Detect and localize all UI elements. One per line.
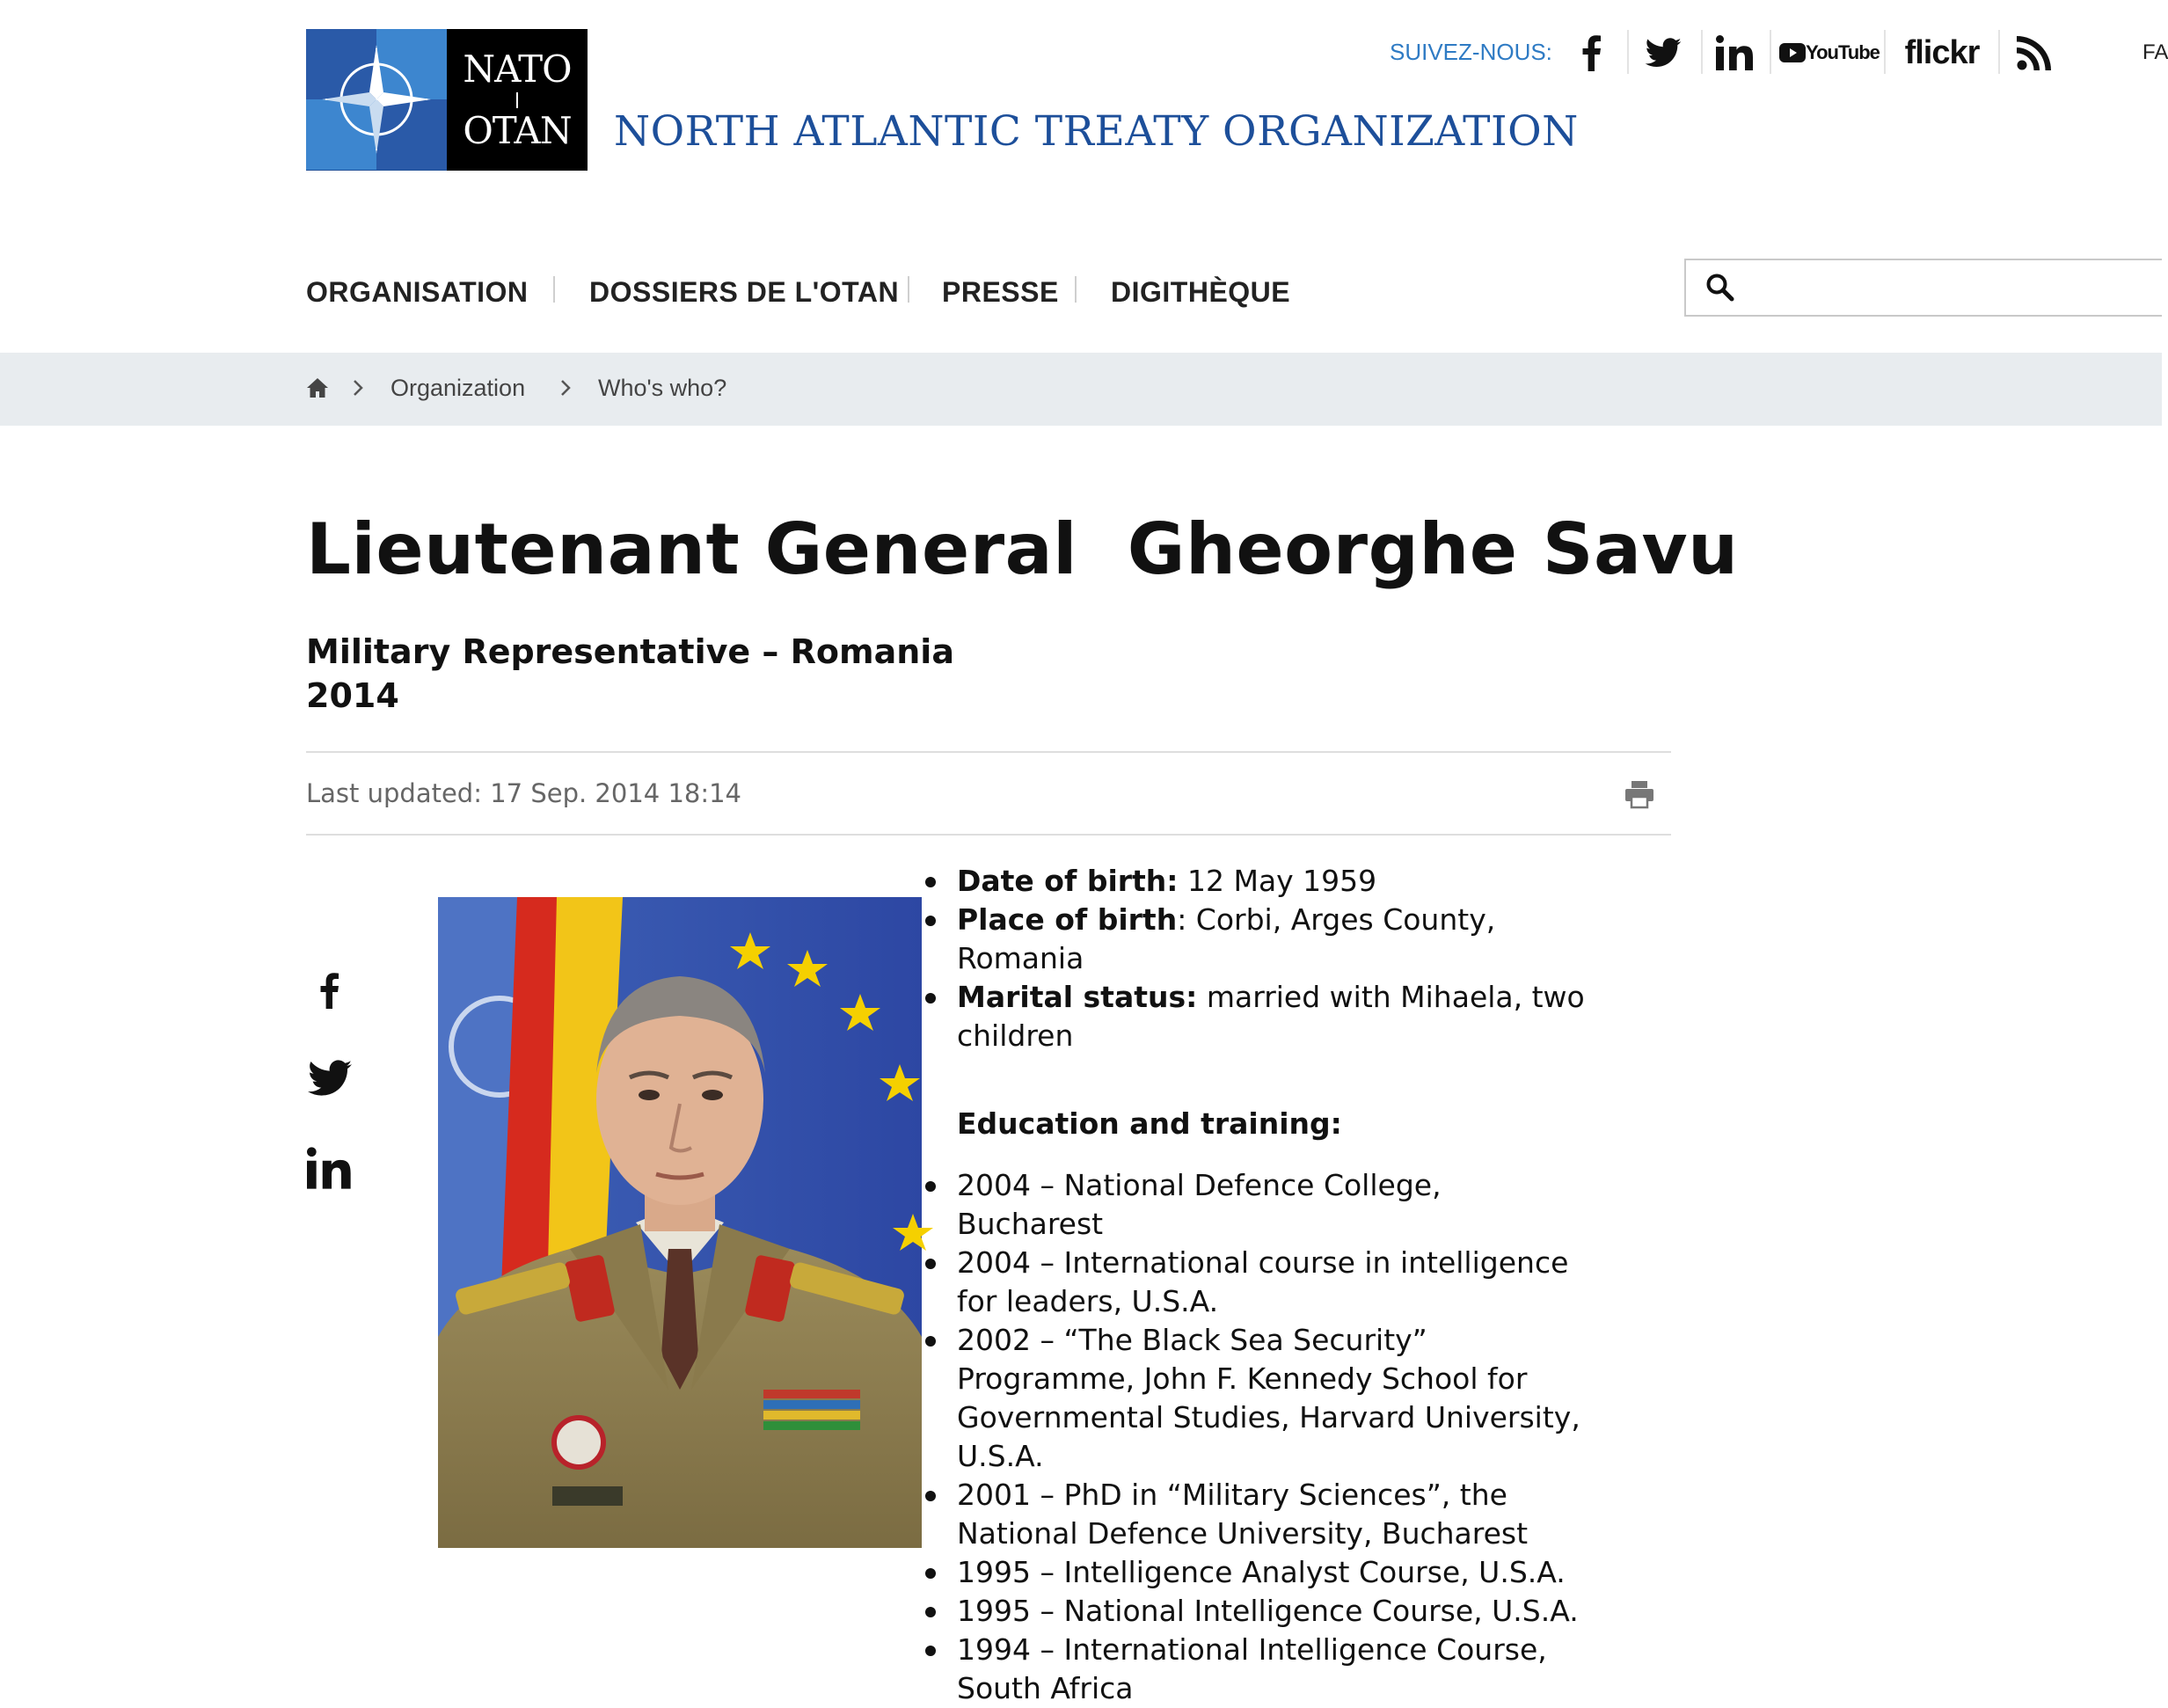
- nav-digitheque[interactable]: DIGITHÈQUE: [1111, 276, 1291, 308]
- bio-label: Place of birth: [957, 902, 1178, 937]
- education-heading: Education and training:: [957, 1106, 1342, 1141]
- list-item: 1995 – Intelligence Analyst Course, U.S.A.: [922, 1553, 1590, 1592]
- nato-logo[interactable]: [306, 29, 588, 171]
- breadcrumb-whos-who[interactable]: Who's who?: [598, 375, 727, 401]
- follow-label: SUIVEZ-NOUS:: [1390, 39, 1552, 65]
- logo-nato: NATO: [463, 47, 572, 91]
- youtube-icon[interactable]: [1785, 25, 1880, 81]
- compass-rose-icon: [306, 29, 447, 171]
- nav-presse[interactable]: PRESSE: [942, 276, 1059, 308]
- list-item: 2004 – International course in intelligence for leaders, U.S.A.: [922, 1244, 1590, 1321]
- share-twitter-icon[interactable]: [306, 1052, 354, 1105]
- linkedin-icon[interactable]: [1713, 25, 1757, 81]
- list-item: [922, 862, 1590, 901]
- youtube-label: YouTube: [1806, 41, 1880, 63]
- logo-text: [447, 29, 588, 171]
- bio-value: married with Mihaela, two children: [957, 980, 1585, 1053]
- list-item: 1994 – International Intelligence Course, South Africa: [922, 1631, 1590, 1708]
- list-item: 1995 – National Intelligence Course, U.S.A.: [922, 1592, 1590, 1631]
- last-updated: Last updated: 17 Sep. 2014 18:14: [306, 778, 742, 808]
- language-link[interactable]: FA: [2142, 40, 2168, 64]
- list-item: [922, 978, 1590, 1055]
- facebook-icon[interactable]: [1574, 25, 1610, 81]
- org-name: NORTH ATLANTIC TREATY ORGANIZATION: [614, 107, 1579, 156]
- home-icon[interactable]: [306, 376, 329, 399]
- education-list: [922, 1166, 1590, 1708]
- share-facebook-icon[interactable]: [306, 964, 354, 1017]
- flickr-label: flickr: [1904, 33, 1980, 71]
- subtitle-position: Military Representative – Romania: [306, 632, 954, 671]
- share-linkedin-icon[interactable]: [306, 1142, 354, 1194]
- search-icon[interactable]: [1705, 273, 1735, 303]
- search-input[interactable]: [1748, 267, 2152, 308]
- divider: [306, 834, 1671, 836]
- chevron-right-icon: [559, 378, 572, 398]
- portrait-photo: [438, 897, 922, 1548]
- page-title: Lieutenant General Gheorghe Savu: [306, 508, 1739, 590]
- bio-label: Date of birth:: [957, 864, 1179, 898]
- biography: [922, 862, 1590, 1708]
- rss-icon[interactable]: [2012, 25, 2056, 81]
- subtitle-year: 2014: [306, 676, 399, 715]
- bio-label: Marital status:: [957, 980, 1198, 1014]
- twitter-icon[interactable]: [1641, 25, 1685, 81]
- chevron-right-icon: [352, 378, 364, 398]
- personal-details-list: [922, 862, 1590, 1055]
- list-item: 2002 – “The Black Sea Security” Programme, John F. Kennedy School for Governmental Studies, Harvard University, U.S.A.: [922, 1321, 1590, 1476]
- breadcrumb-organization[interactable]: Organization: [391, 375, 526, 401]
- subtitle: [306, 630, 954, 718]
- bio-value: : Corbi, Arges County, Romania: [957, 902, 1496, 975]
- nav-dossiers[interactable]: DOSSIERS DE L'OTAN: [589, 276, 900, 308]
- flickr-icon[interactable]: [1898, 25, 1986, 81]
- search-box[interactable]: [1684, 259, 2162, 317]
- divider: [306, 751, 1671, 753]
- print-icon[interactable]: [1624, 780, 1654, 808]
- list-item: [922, 901, 1590, 978]
- logo-otan: OTAN: [463, 108, 572, 152]
- list-item: 2001 – PhD in “Military Sciences”, the National Defence University, Bucharest: [922, 1476, 1590, 1553]
- nav-organisation[interactable]: ORGANISATION: [306, 276, 529, 308]
- list-item: 2004 – National Defence College, Bucharest: [922, 1166, 1590, 1244]
- bio-value: 12 May 1959: [1178, 864, 1377, 898]
